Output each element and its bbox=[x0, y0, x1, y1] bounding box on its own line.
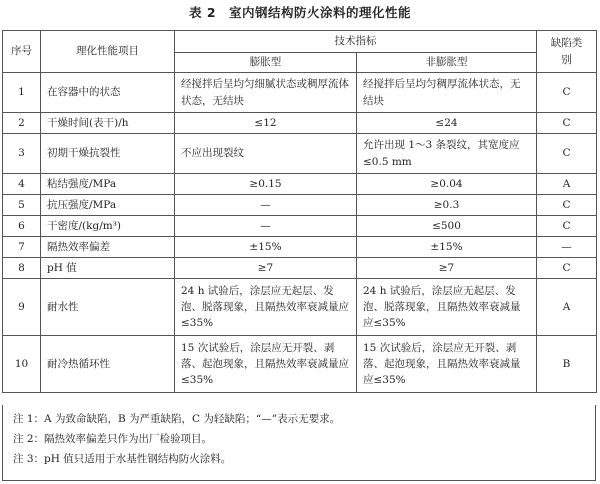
table-notes bbox=[2, 405, 596, 481]
row-expand: 24 h 试验后，涂层应无起层、发泡、脱落现象，且隔热效率衰减量应≤35% bbox=[175, 279, 357, 336]
row-expand: 经搅拌后呈均匀细腻状态或稠厚流体状态，无结块 bbox=[175, 73, 357, 113]
table-row bbox=[3, 174, 597, 195]
row-nonexpand: ≥7 bbox=[357, 258, 537, 279]
row-nonexpand: ≥0.3 bbox=[357, 195, 537, 216]
row-nonexpand: ±15% bbox=[357, 237, 537, 258]
row-no: 7 bbox=[3, 237, 41, 258]
row-defect: C bbox=[537, 73, 597, 113]
row-item: 耐水性 bbox=[41, 279, 175, 336]
table-row bbox=[3, 336, 597, 393]
table-row bbox=[3, 258, 597, 279]
table-title: 表 2 室内钢结构防火涂料的理化性能 bbox=[188, 5, 412, 20]
row-no: 1 bbox=[3, 73, 41, 113]
row-nonexpand: 15 次试验后，涂层应无开裂、剥落、起泡现象，且隔热效率衰减量应≤35% bbox=[357, 336, 537, 393]
row-item: 抗压强度/MPa bbox=[41, 195, 175, 216]
row-expand: ±15% bbox=[175, 237, 357, 258]
header-tech: 技术指标 bbox=[175, 31, 537, 53]
row-item: 干燥时间(表干)/h bbox=[41, 113, 175, 134]
row-expand: 不应出现裂纹 bbox=[175, 134, 357, 174]
header-nonexpand: 非膨胀型 bbox=[357, 53, 537, 73]
row-item: pH 值 bbox=[41, 258, 175, 279]
row-defect: C bbox=[537, 216, 597, 237]
row-no: 6 bbox=[3, 216, 41, 237]
row-no: 5 bbox=[3, 195, 41, 216]
row-expand: ≥0.15 bbox=[175, 174, 357, 195]
header-item: 理化性能项目 bbox=[41, 31, 175, 73]
row-no: 2 bbox=[3, 113, 41, 134]
table-row bbox=[3, 279, 597, 336]
row-nonexpand: 经搅拌后呈均匀稠厚流体状态，无结块 bbox=[357, 73, 537, 113]
row-defect: C bbox=[537, 258, 597, 279]
row-no: 9 bbox=[3, 279, 41, 336]
row-item: 粘结强度/MPa bbox=[41, 174, 175, 195]
table-row bbox=[3, 216, 597, 237]
row-expand: ≥7 bbox=[175, 258, 357, 279]
table-row bbox=[3, 195, 597, 216]
row-defect: — bbox=[537, 237, 597, 258]
row-no: 8 bbox=[3, 258, 41, 279]
header-no: 序号 bbox=[3, 31, 41, 73]
row-item: 干密度/(kg/m³) bbox=[41, 216, 175, 237]
row-defect: A bbox=[537, 279, 597, 336]
header-defect: 缺陷类别 bbox=[537, 31, 597, 73]
row-defect: C bbox=[537, 195, 597, 216]
row-defect: C bbox=[537, 134, 597, 174]
row-item: 耐冷热循环性 bbox=[41, 336, 175, 393]
row-nonexpand: ≤500 bbox=[357, 216, 537, 237]
row-expand: 15 次试验后，涂层应无开裂、剥落、起泡现象，且隔热效率衰减量应≤35% bbox=[175, 336, 357, 393]
properties-table bbox=[2, 30, 597, 393]
table-row bbox=[3, 113, 597, 134]
row-expand: — bbox=[175, 195, 357, 216]
table-row bbox=[3, 237, 597, 258]
row-expand: — bbox=[175, 216, 357, 237]
row-nonexpand: ≥0.04 bbox=[357, 174, 537, 195]
row-no: 4 bbox=[3, 174, 41, 195]
row-item: 在容器中的状态 bbox=[41, 73, 175, 113]
row-expand: ≤12 bbox=[175, 113, 357, 134]
row-item: 隔热效率偏差 bbox=[41, 237, 175, 258]
row-nonexpand: 24 h 试验后，涂层应无起层、发泡、脱落现象，且隔热效率衰减量应≤35% bbox=[357, 279, 537, 336]
note-1: 注 1：A 为致命缺陷，B 为严重缺陷，C 为轻缺陷；“—”表示无要求。 bbox=[13, 413, 341, 425]
row-nonexpand: 允许出现 1～3 条裂纹，其宽度应≤0.5 mm bbox=[357, 134, 537, 174]
row-no: 10 bbox=[3, 336, 41, 393]
row-defect: C bbox=[537, 113, 597, 134]
note-3: 注 3：pH 值只适用于水基性钢结构防火涂料。 bbox=[13, 452, 232, 465]
row-no: 3 bbox=[3, 134, 41, 174]
header-expand: 膨胀型 bbox=[175, 53, 357, 73]
row-nonexpand: ≤24 bbox=[357, 113, 537, 134]
note-2: 注 2：隔热效率偏差只作为出厂检验项目。 bbox=[13, 432, 213, 445]
row-defect: B bbox=[537, 336, 597, 393]
table-row bbox=[3, 73, 597, 113]
row-defect: A bbox=[537, 174, 597, 195]
table-row bbox=[3, 134, 597, 174]
row-item: 初期干燥抗裂性 bbox=[41, 134, 175, 174]
